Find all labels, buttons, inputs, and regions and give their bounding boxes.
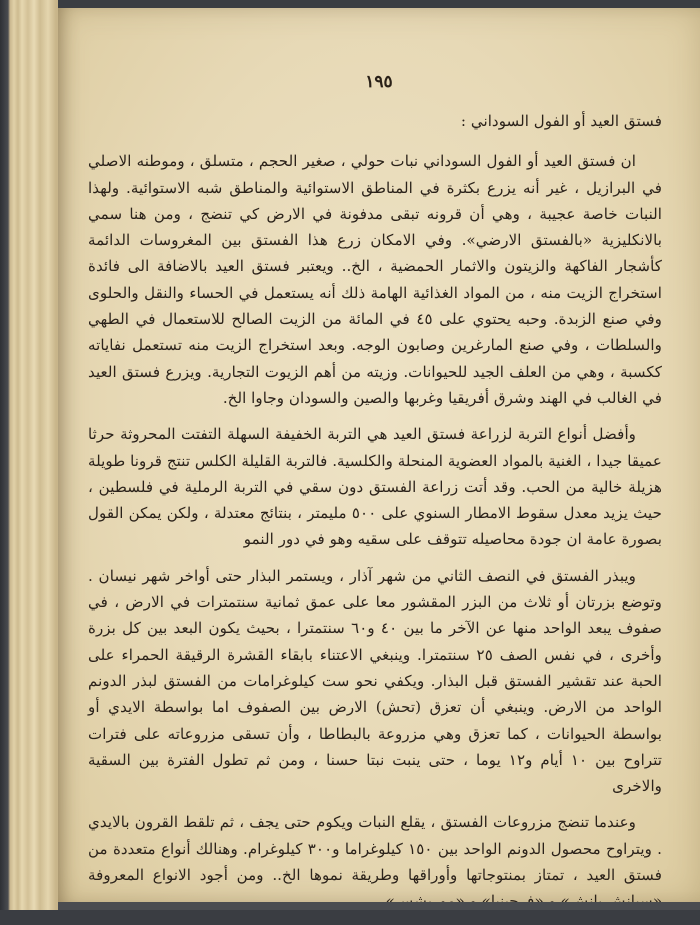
- paragraph-1: ان فستق العيد أو الفول السوداني نبات حولي ، صغير الحجم ، متسلق ، وموطنه الاصلي في البرازيل ، غير أنه يزرع بكثرة في المناطق الاستوائية والمناطق شبه الاستوائية. ولهذا النبات خاصة عجيبة ، وهي أن قرونه تبقى مدفونة في الارض كي تنضج ، ومن هنا سمي بالانكليزية «بالفستق الارضي». وفي الامكان زرع هذا الفستق بين المغروسات الدائمة كأشجار الفاكهة والزيتون والاثمار الحمضية ، الخ.. ويعتبر فستق العيد بالاضافة الى فائدة استخراج الزيت منه ، من المواد الغذائية الهامة ذلك أنه يستعمل في الحساء والنقل والحلوى وفي صنع الزبدة. وحبه يحتوي على ٤٥ في المائة من الزيت الصالح للاستعمال في الطهي والسلطات ، وفي صنع المارغرين وصابون الوجه. وبعد استخراج الزيت منه تستعمل نفاياته ككسبة ، وهي من العلف الجيد للحيوانات. وزيته من أهم الزيوت التجارية. ويزرع فستق العيد في الغالب في الهند وشرق أفريقيا وغربها والصين والسودان وجاوا الخ.: [88, 152, 662, 407]
- page-number: ١٩٥: [365, 72, 393, 92]
- paragraph-2: وأفضل أنواع التربة لزراعة فستق العيد هي التربة الخفيفة السهلة التفتت المحروثة حرثا عميقا جيدا ، الغنية بالمواد العضوية المنحلة والكلسية. فالتربة القليلة الكلس تنتج قرونا طويلة هزيلة خالية من الحب. وقد أتت زراعة الفستق دون سقي في التربة الرملية في فلسطين ، حيث يزيد معدل سقوط الامطار السنوي على ٥٠٠ مليمتر ، بنتائج معتدلة ، ولكن يمكن القول بصورة عامة ان جودة محاصيله تتوقف على سقيه وهو في دور النمو: [88, 425, 662, 549]
- page-bottom-edge: [58, 902, 700, 910]
- paragraph-3: ويبذر الفستق في النصف الثاني من شهر آذار ، ويستمر البذار حتى أواخر شهر نيسان . وتوضع بزرتان أو ثلاث من البزر المقشور معا على عمق ثمانية سنتمترات في الارض ، في صفوف يبعد الواحد منها عن الآخر ما بين ٤٠ و٦٠ سنتمترا ، بحيث يكون البعد بين كل بزرة وأخرى ، في نفس الصف ٢٥ سنتمترا. وينبغي الاعتناء بابقاء القشرة الرقيقة الحمراء على الحبة عند تقشير الفستق قبل البذار. ويكفي نحو ست كيلوغرامات من الفستق لبذر الدونم الواحد من الارض. وينبغي أن تعزق (تحش) الارض بين الصفوف اما بواسطة الايدي أو بواسطة الحيوانات ، كما تعزق وهي مزروعة بالبطاطا ، وأن تسقى مزروعاته على فترات تتراوح بين ١٠ أيام و١٢ يوما ، حتى ينبت نبتا حسنا ، ومن ثم تطول الفترة بين السقية والاخرى: [88, 566, 663, 796]
- paragraph-4: وعندما تنضج مزروعات الفستق ، يقلع النبات ويكوم حتى يجف ، ثم تلقط القرون بالايدي . ويتراوح محصول الدونم الواحد بين ١٥٠ كيلوغراما و٣٠٠ كيلوغرام. وهنالك أنواع متعددة من فستق العيد ، تمتاز بمنتوجاتها وأوراقها وطريقة نموها الخ.. ومن أجود الانواع المعروفة: [88, 813, 663, 885]
- book-page: [58, 8, 700, 902]
- section-heading: فستق العيد أو الفول السوداني :: [460, 112, 662, 130]
- page-text: [88, 108, 662, 925]
- book-page-edges: [0, 0, 58, 910]
